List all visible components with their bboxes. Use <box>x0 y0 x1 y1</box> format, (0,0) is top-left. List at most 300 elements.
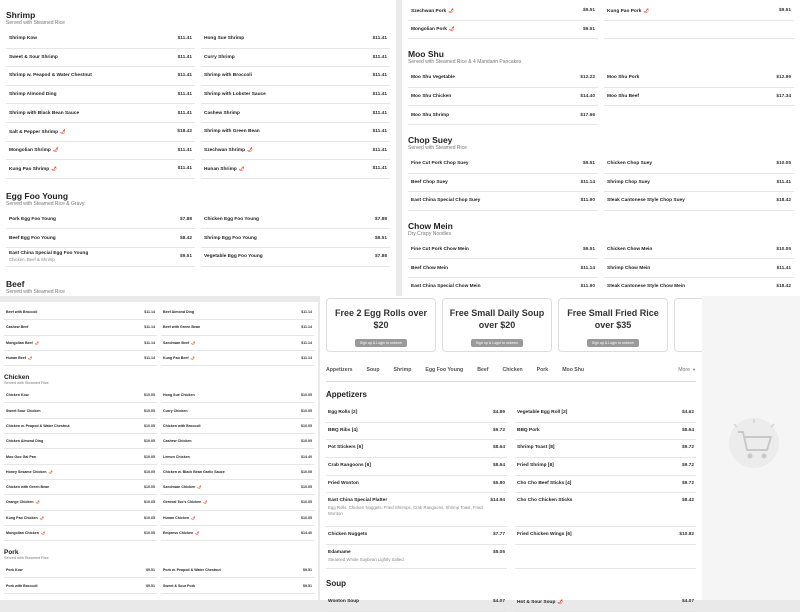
moo-shu-items <box>408 69 794 125</box>
chili-pepper-icon: 🌶 <box>197 485 202 490</box>
promo-redeem-button[interactable]: Sign up & Login to redeem <box>355 339 408 347</box>
menu-item-price: $10.05 <box>144 485 155 490</box>
menu-item-info <box>163 500 207 504</box>
chop-suey-items <box>408 155 794 211</box>
menu-item-crab-rangoons-6[interactable] <box>326 458 507 476</box>
menu-item-name: Honey Sesame Chicken <box>6 469 47 474</box>
menu-item-name: Cho Cho Beef Sticks [4] <box>517 480 572 486</box>
menu-item-mongolian-chicken[interactable] <box>4 526 157 541</box>
menu-item-price: $10.05 <box>144 439 155 444</box>
menu-item-kung-pao-beef[interactable] <box>161 351 314 366</box>
menu-item-price: $11.41 <box>372 36 387 42</box>
menu-item-szechwan-pork[interactable] <box>408 2 598 21</box>
menu-item-name: Cashew Beef <box>6 325 29 330</box>
menu-item-name: Salt & Pepper Shrimp <box>9 129 59 135</box>
menu-item-info <box>163 568 221 572</box>
menu-item-moo-shu-vegetable[interactable] <box>408 69 598 88</box>
menu-item-name: Kung Pao Chicken <box>6 515 38 520</box>
promo-card-3[interactable] <box>558 298 668 352</box>
menu-item-mongolian-shrimp[interactable] <box>6 142 195 161</box>
menu-item-steak-cantonese-style-chow-mein[interactable] <box>604 278 794 297</box>
menu-item-name: Pot Stickers [6] <box>328 445 363 451</box>
section-title-moo-shu: Moo Shu <box>408 49 444 60</box>
menu-item-name: Shrimp Almond Ding <box>9 92 57 98</box>
menu-item-name: Szechwan Shrimp <box>204 148 246 154</box>
menu-item-hunan-beef[interactable] <box>4 351 157 366</box>
menu-item-name: Chicken with Green Bean <box>6 485 50 490</box>
chili-pepper-icon: 🌶 <box>39 515 44 520</box>
menu-item-price: $11.41 <box>372 166 387 172</box>
menu-item-price: $11.14 <box>144 310 155 315</box>
menu-item-beef-egg-foo-young[interactable] <box>6 229 195 248</box>
chili-pepper-icon: 🌶 <box>27 356 33 361</box>
menu-item-kung-pao-chicken[interactable] <box>4 511 157 526</box>
menu-item-info <box>204 92 266 97</box>
menu-item-price: $11.41 <box>372 92 387 98</box>
menu-item-shrimp-w-peapod-water-chestnut[interactable] <box>6 67 195 86</box>
section-subtitle-shrimp: Served with Steamed Rice <box>6 20 65 26</box>
menu-item-pork-w-peapod-water-chestnut[interactable] <box>161 563 314 578</box>
menu-item-info <box>163 485 201 489</box>
menu-item-name: Moo Shu Beef <box>607 94 639 100</box>
menu-item-chicken-kow[interactable] <box>4 388 157 403</box>
menu-item-east-china-special-egg-foo-young[interactable] <box>6 248 195 267</box>
menu-item-szechwan-chicken[interactable] <box>161 480 314 495</box>
menu-item-sweet-sour-chicken[interactable] <box>4 403 157 418</box>
tab-chicken[interactable]: Chicken <box>502 366 523 373</box>
menu-item-price: $11.41 <box>177 166 192 172</box>
menu-item-price: $11.41 <box>177 92 192 98</box>
menu-item-price: $10.05 <box>776 247 791 253</box>
menu-item-curry-shrimp[interactable] <box>201 49 390 68</box>
menu-item-info <box>163 341 195 345</box>
menu-item-price: $9.72 <box>492 427 505 433</box>
tab-pork[interactable]: Pork <box>536 366 549 373</box>
chili-pepper-icon: 🌶 <box>557 599 563 605</box>
menu-item-info <box>204 73 252 78</box>
menu-item-price: $9.51 <box>303 568 312 573</box>
menu-item-shrimp-chop-suey[interactable] <box>604 174 794 193</box>
menu-item-name: Pork w. Peapod & Water Chestnut <box>163 568 221 573</box>
pork-items <box>4 563 314 594</box>
menu-item-info <box>6 325 28 329</box>
soup-items <box>326 594 696 612</box>
menu-item-info <box>6 455 36 459</box>
menu-item-price: $10.05 <box>301 500 312 505</box>
menu-item-hong-sue-chicken[interactable] <box>161 388 314 403</box>
menu-panel-left-top <box>0 0 396 296</box>
menu-item-name: Shrimp w. Peapod & Water Chestnut <box>9 73 92 79</box>
menu-item-moo-shu-beef[interactable] <box>604 88 794 107</box>
menu-item-price: $9.51 <box>582 26 595 32</box>
menu-item-price: $4.89 <box>492 410 505 415</box>
cart-panel <box>702 296 800 600</box>
menu-item-info <box>204 166 244 172</box>
menu-item-info <box>607 161 652 166</box>
chicken-items <box>4 388 314 541</box>
menu-item-chicken-with-broccoli[interactable] <box>161 419 314 434</box>
menu-item-chicken-chow-mein[interactable] <box>604 241 794 260</box>
menu-item-shrimp-chow-mein[interactable] <box>604 259 794 278</box>
menu-item-szechwan-shrimp[interactable] <box>201 142 390 161</box>
menu-item-info <box>204 147 253 153</box>
menu-item-info <box>204 129 260 134</box>
menu-item-price: $10.05 <box>301 393 312 398</box>
menu-item-moo-shu-chicken[interactable] <box>408 88 598 107</box>
menu-item-name: Hunan Chicken <box>163 515 190 520</box>
section-title-pork: Pork <box>4 549 19 557</box>
menu-item-price: $10.05 <box>144 531 155 535</box>
menu-item-info <box>163 531 199 535</box>
menu-item-empress-chicken[interactable] <box>161 526 314 541</box>
section-title-beef: Beef <box>6 278 25 289</box>
menu-item-east-china-special-platter[interactable] <box>326 493 507 527</box>
menu-item-info <box>163 584 195 588</box>
menu-item-fried-wonton[interactable] <box>326 476 507 494</box>
menu-item-name: Moo Shu Pork <box>607 75 640 81</box>
menu-item-fine-cut-pork-chop-suey[interactable] <box>408 155 598 174</box>
menu-item-info <box>6 356 32 360</box>
menu-item-fried-chicken-wings-6[interactable] <box>515 527 696 545</box>
menu-item-price: $9.72 <box>681 480 694 486</box>
menu-item-info <box>517 410 567 415</box>
menu-item-name: Moo Goo Gai Pan <box>6 454 36 459</box>
menu-item-name: Chicken w. Black Bean Garlic Sauce <box>163 469 225 474</box>
menu-item-name: Chicken Nuggets <box>328 532 368 538</box>
menu-item-price: $10.05 <box>776 161 791 167</box>
menu-item-info <box>517 463 554 468</box>
promo-redeem-button[interactable]: Sign up & Login to redeem <box>587 339 640 347</box>
menu-item-szechwan-beef[interactable] <box>161 336 314 351</box>
menu-item-price: $10.05 <box>144 408 155 413</box>
menu-item-price: $4.07 <box>492 599 505 605</box>
menu-item-info <box>517 599 563 605</box>
menu-item-name: Edamame <box>328 550 351 556</box>
menu-item-name: Moo Shu Chicken <box>411 94 452 100</box>
menu-item-wonton-soup[interactable] <box>326 594 507 612</box>
menu-item-name: Szechwan Pork <box>411 8 447 14</box>
chili-pepper-icon: 🌶 <box>238 165 245 171</box>
menu-item-info <box>411 284 481 289</box>
menu-item-pork-kow[interactable] <box>4 563 157 578</box>
menu-item-shrimp-with-green-bean[interactable] <box>201 123 390 142</box>
menu-item-price: $7.88 <box>374 217 387 223</box>
menu-item-hunan-chicken[interactable] <box>161 511 314 526</box>
menu-item-shrimp-toast-8[interactable] <box>515 440 696 458</box>
menu-item-pork-with-broccoli[interactable] <box>4 578 157 593</box>
menu-item-info <box>607 75 639 80</box>
menu-item-name: East China Special Chop Suey <box>411 198 481 204</box>
section-subtitle-pork: Served with Steamed Rice <box>4 556 49 561</box>
menu-item-name: Chicken w. Peapod & Water Chestnut <box>6 423 70 428</box>
menu-item-chicken-w-peapod-water-chestnut[interactable] <box>4 419 157 434</box>
menu-item-name: Steak Cantonese Style Chop Suey <box>607 198 685 204</box>
menu-item-price: $10.82 <box>679 532 694 538</box>
menu-item-hong-sue-shrimp[interactable] <box>201 30 390 49</box>
menu-item-price: $9.51 <box>146 568 155 573</box>
menu-item-moo-goo-gai-pan[interactable] <box>4 449 157 464</box>
menu-item-price: $12.22 <box>580 75 595 81</box>
menu-item-curry-chicken[interactable] <box>161 403 314 418</box>
menu-item-info <box>328 532 367 537</box>
menu-item-info <box>411 113 449 118</box>
promotions-row <box>326 296 696 352</box>
menu-item-price: $9.51 <box>582 161 595 167</box>
tab-appetizers[interactable]: Appetizers <box>326 366 353 373</box>
menu-item-pot-stickers-6[interactable] <box>326 440 507 458</box>
menu-item-east-china-special-chop-suey[interactable] <box>408 192 598 211</box>
menu-item-chicken-chop-suey[interactable] <box>604 155 794 174</box>
tab-moo-shu[interactable]: Moo Shu <box>562 366 585 373</box>
menu-item-moo-shu-shrimp[interactable] <box>408 106 598 125</box>
pork-items-continued <box>408 2 794 39</box>
menu-item-price: $9.72 <box>681 445 694 451</box>
chili-pepper-icon: 🌶 <box>40 531 46 535</box>
menu-item-sweet-sour-pork[interactable] <box>161 578 314 593</box>
menu-item-name: Chicken Chow Mein <box>607 247 653 253</box>
menu-item-chicken-nuggets[interactable] <box>326 527 507 545</box>
tab-beef[interactable]: Beef <box>477 366 489 373</box>
menu-item-cashew-chicken[interactable] <box>161 434 314 449</box>
chili-pepper-icon: 🌶 <box>35 500 40 505</box>
menu-item-name: Fine Cut Pork Chop Suey <box>411 161 469 167</box>
menu-item-price: $9.51 <box>582 247 595 253</box>
menu-item-egg-rolls-2[interactable] <box>326 405 507 423</box>
menu-item-name: Chicken Chop Suey <box>607 161 653 167</box>
menu-panel-right-top <box>402 0 800 296</box>
menu-item-name: Moo Shu Vegetable <box>411 75 455 81</box>
menu-item-name: Pork Kow <box>6 568 23 573</box>
section-title-chop-suey: Chop Suey <box>408 134 453 145</box>
menu-item-info <box>6 500 40 504</box>
menu-item-name: Moo Shu Shrimp <box>411 112 450 118</box>
menu-item-chicken-w-black-bean-garlic-sauce[interactable] <box>161 465 314 480</box>
menu-item-price: $11.90 <box>580 284 595 290</box>
menu-item-beef-chop-suey[interactable] <box>408 174 598 193</box>
tab-more-label: More <box>678 366 691 373</box>
menu-item-price: $11.14 <box>301 310 312 315</box>
tab-egg-foo-young[interactable]: Egg Foo Young <box>425 366 464 373</box>
menu-item-beef-almond-ding[interactable] <box>161 305 314 320</box>
menu-item-name: Vegetable Egg Roll [2] <box>517 410 568 415</box>
menu-item-info <box>607 94 639 99</box>
menu-item-info <box>411 180 448 185</box>
menu-item-price: $5.05 <box>492 550 505 556</box>
menu-item-honey-sesame-chicken[interactable] <box>4 465 157 480</box>
menu-item-hunan-shrimp[interactable] <box>201 160 390 179</box>
chili-pepper-icon: 🌶 <box>448 7 454 13</box>
menu-item-price: $8.42 <box>179 235 192 241</box>
menu-item-kung-pao-shrimp[interactable] <box>6 160 195 179</box>
menu-item-price: $7.88 <box>179 217 192 223</box>
menu-item-hot-sour-soup[interactable] <box>515 594 696 612</box>
chili-pepper-icon: 🌶 <box>203 500 208 505</box>
menu-item-info <box>607 180 650 185</box>
menu-item-sweet-sour-shrimp[interactable] <box>6 49 195 68</box>
menu-item-name: Beef Chop Suey <box>411 179 448 185</box>
tab-more[interactable] <box>678 367 696 373</box>
menu-item-name: Sweet & Sour Shrimp <box>9 54 58 60</box>
menu-item-price: $11.14 <box>144 325 155 330</box>
tab-soup[interactable]: Soup <box>366 366 380 373</box>
menu-item-name: Beef with Broccoli <box>6 310 38 315</box>
chow-mein-items <box>408 241 794 297</box>
menu-item-cashew-shrimp[interactable] <box>201 104 390 123</box>
menu-item-name: Crab Rangoons [6] <box>328 463 371 469</box>
menu-item-info <box>163 393 195 397</box>
menu-item-info <box>6 409 41 413</box>
menu-item-info <box>9 217 56 222</box>
menu-item-price: $18.42 <box>177 129 192 135</box>
menu-item-bbq-pork[interactable] <box>515 423 696 441</box>
menu-item-beef-with-broccoli[interactable] <box>4 305 157 320</box>
promo-card-1[interactable] <box>326 298 436 352</box>
menu-item-lemon-chicken[interactable] <box>161 449 314 464</box>
chili-pepper-icon: 🌶 <box>190 356 195 361</box>
menu-item-beef-chow-mein[interactable] <box>408 259 598 278</box>
menu-item-info <box>9 166 57 172</box>
menu-item-shrimp-almond-ding[interactable] <box>6 86 195 105</box>
menu-item-info <box>607 247 652 252</box>
menu-item-shrimp-kow[interactable] <box>6 30 195 49</box>
menu-item-kung-pao-pork[interactable] <box>604 2 794 21</box>
menu-item-name: Fried Shrimp [8] <box>517 463 554 469</box>
menu-item-name: Pork with Broccoli <box>6 583 38 588</box>
empty-cart-icon <box>728 416 780 470</box>
menu-item-price: $11.41 <box>372 110 387 116</box>
menu-item-chicken-egg-foo-young[interactable] <box>201 211 390 230</box>
chili-pepper-icon: 🌶 <box>60 128 66 134</box>
section-title-soup: Soup <box>326 579 346 589</box>
menu-item-cashew-beef[interactable] <box>4 320 157 335</box>
menu-item-name: Empress Chicken <box>163 531 194 535</box>
menu-item-price: $11.14 <box>301 356 312 361</box>
menu-item-price: $9.51 <box>303 583 312 588</box>
menu-item-name: Sweet Sour Chicken <box>6 408 41 413</box>
menu-item-shrimp-egg-foo-young[interactable] <box>201 229 390 248</box>
menu-item-price: $10.05 <box>301 469 312 474</box>
menu-item-info <box>607 284 685 289</box>
menu-item-shrimp-with-lobster-sauce[interactable] <box>201 86 390 105</box>
menu-item-vegetable-egg-foo-young[interactable] <box>201 248 390 267</box>
menu-item-info <box>9 147 58 153</box>
menu-item-general-tso-s-chicken[interactable] <box>161 495 314 510</box>
menu-item-price: $18.42 <box>776 198 791 204</box>
menu-item-name: Curry Shrimp <box>204 54 235 60</box>
menu-item-cho-cho-beef-sticks-4[interactable] <box>515 476 696 494</box>
menu-item-steak-cantonese-style-chop-suey[interactable] <box>604 192 794 211</box>
chili-pepper-icon: 🌶 <box>191 340 196 345</box>
menu-item-moo-shu-pork[interactable] <box>604 69 794 88</box>
menu-item-shrimp-with-broccoli[interactable] <box>201 67 390 86</box>
menu-item-price: $11.41 <box>177 73 192 79</box>
menu-item-info <box>6 310 37 314</box>
menu-item-vegetable-egg-roll-2[interactable] <box>515 405 696 423</box>
section-subtitle-chow-mein: Dry Crispy Noodles <box>408 230 452 237</box>
menu-item-price: $9.51 <box>374 235 387 241</box>
menu-item-chicken-with-green-bean[interactable] <box>4 480 157 495</box>
chili-pepper-icon: 🌶 <box>191 515 196 520</box>
menu-item-name: Shrimp Toast [8] <box>517 445 555 451</box>
menu-item-info <box>204 111 240 116</box>
chili-pepper-icon: 🌶 <box>52 147 59 153</box>
section-subtitle-moo-shu: Served with Steamed Rice & 4 Mandarin Pancakes <box>408 59 522 66</box>
menu-item-info <box>9 236 56 241</box>
menu-item-shrimp-with-black-bean-sauce[interactable] <box>6 104 195 123</box>
chili-pepper-icon: 🌶 <box>34 340 39 345</box>
menu-item-bbq-ribs-4[interactable] <box>326 423 507 441</box>
menu-item-info <box>163 409 188 413</box>
menu-item-name: Sweet & Sour Pork <box>163 583 196 588</box>
menu-item-name: Beef Chow Mein <box>411 265 449 271</box>
menu-item-price: $17.66 <box>580 112 595 118</box>
menu-item-price: $5.80 <box>492 480 505 486</box>
menu-item-name: Mongolian Shrimp <box>9 148 51 154</box>
menu-item-east-china-special-chow-mein[interactable] <box>408 278 598 297</box>
menu-item-name: Chicken Egg Foo Young <box>204 217 259 223</box>
menu-item-price: $14.40 <box>580 94 595 100</box>
menu-item-price: $11.14 <box>301 340 312 345</box>
menu-item-name: East China Special Platter <box>328 498 388 504</box>
menu-item-chicken-almond-ding[interactable] <box>4 434 157 449</box>
menu-item-name: Pork Egg Foo Young <box>9 217 56 223</box>
menu-item-cho-cho-chicken-sticks[interactable] <box>515 493 696 527</box>
menu-item-price: $11.41 <box>372 73 387 79</box>
menu-item-name: Shrimp with Broccoli <box>204 73 252 79</box>
menu-item-price: $9.51 <box>778 8 791 14</box>
menu-item-price: $11.41 <box>776 179 791 185</box>
menu-item-name: Shrimp Chop Suey <box>607 179 650 185</box>
menu-item-info <box>9 251 88 262</box>
menu-item-beef-with-green-bean[interactable] <box>161 320 314 335</box>
menu-item-price: $9.51 <box>146 583 155 588</box>
menu-item-edamame[interactable] <box>326 545 507 569</box>
promo-title: Free Small Daily Soup over $20 <box>449 308 545 330</box>
menu-item-price: $10.05 <box>144 393 155 398</box>
menu-item-info <box>411 75 455 80</box>
menu-item-info <box>411 198 480 203</box>
menu-item-name: Fried Chicken Wings [6] <box>517 532 572 538</box>
menu-item-name: Steak Cantonese Style Chow Mein <box>607 284 686 290</box>
menu-item-orange-chicken[interactable] <box>4 495 157 510</box>
menu-item-mongolian-pork[interactable] <box>408 21 598 40</box>
menu-item-mongolian-beef[interactable] <box>4 336 157 351</box>
promo-redeem-button[interactable]: Sign up & Login to redeem <box>471 339 524 347</box>
menu-item-info <box>9 111 79 116</box>
menu-item-price: $10.05 <box>301 515 312 520</box>
menu-item-price: $10.05 <box>144 515 155 520</box>
menu-item-name: Mongolian Pork <box>411 27 447 33</box>
menu-item-info <box>6 341 39 345</box>
menu-item-fine-cut-pork-chow-mein[interactable] <box>408 241 598 260</box>
chili-pepper-icon: 🌶 <box>48 469 53 474</box>
menu-item-name: Orange Chicken <box>6 500 34 505</box>
menu-item-price: $8.64 <box>681 427 694 433</box>
menu-item-info <box>163 424 201 428</box>
menu-item-info <box>328 428 358 433</box>
chili-pepper-icon: 🌶 <box>51 165 57 171</box>
tab-shrimp[interactable]: Shrimp <box>393 366 412 373</box>
promo-card-2[interactable] <box>442 298 552 352</box>
menu-item-info <box>163 356 195 360</box>
menu-item-name: Cho Cho Chicken Sticks <box>517 498 573 504</box>
menu-item-pork-egg-foo-young[interactable] <box>6 211 195 230</box>
menu-item-price: $11.14 <box>580 265 595 271</box>
menu-item-salt-pepper-shrimp[interactable] <box>6 123 195 142</box>
section-title-shrimp: Shrimp <box>6 10 36 20</box>
menu-item-name: Hunan Beef <box>6 356 26 361</box>
menu-item-fried-shrimp-8[interactable] <box>515 458 696 476</box>
